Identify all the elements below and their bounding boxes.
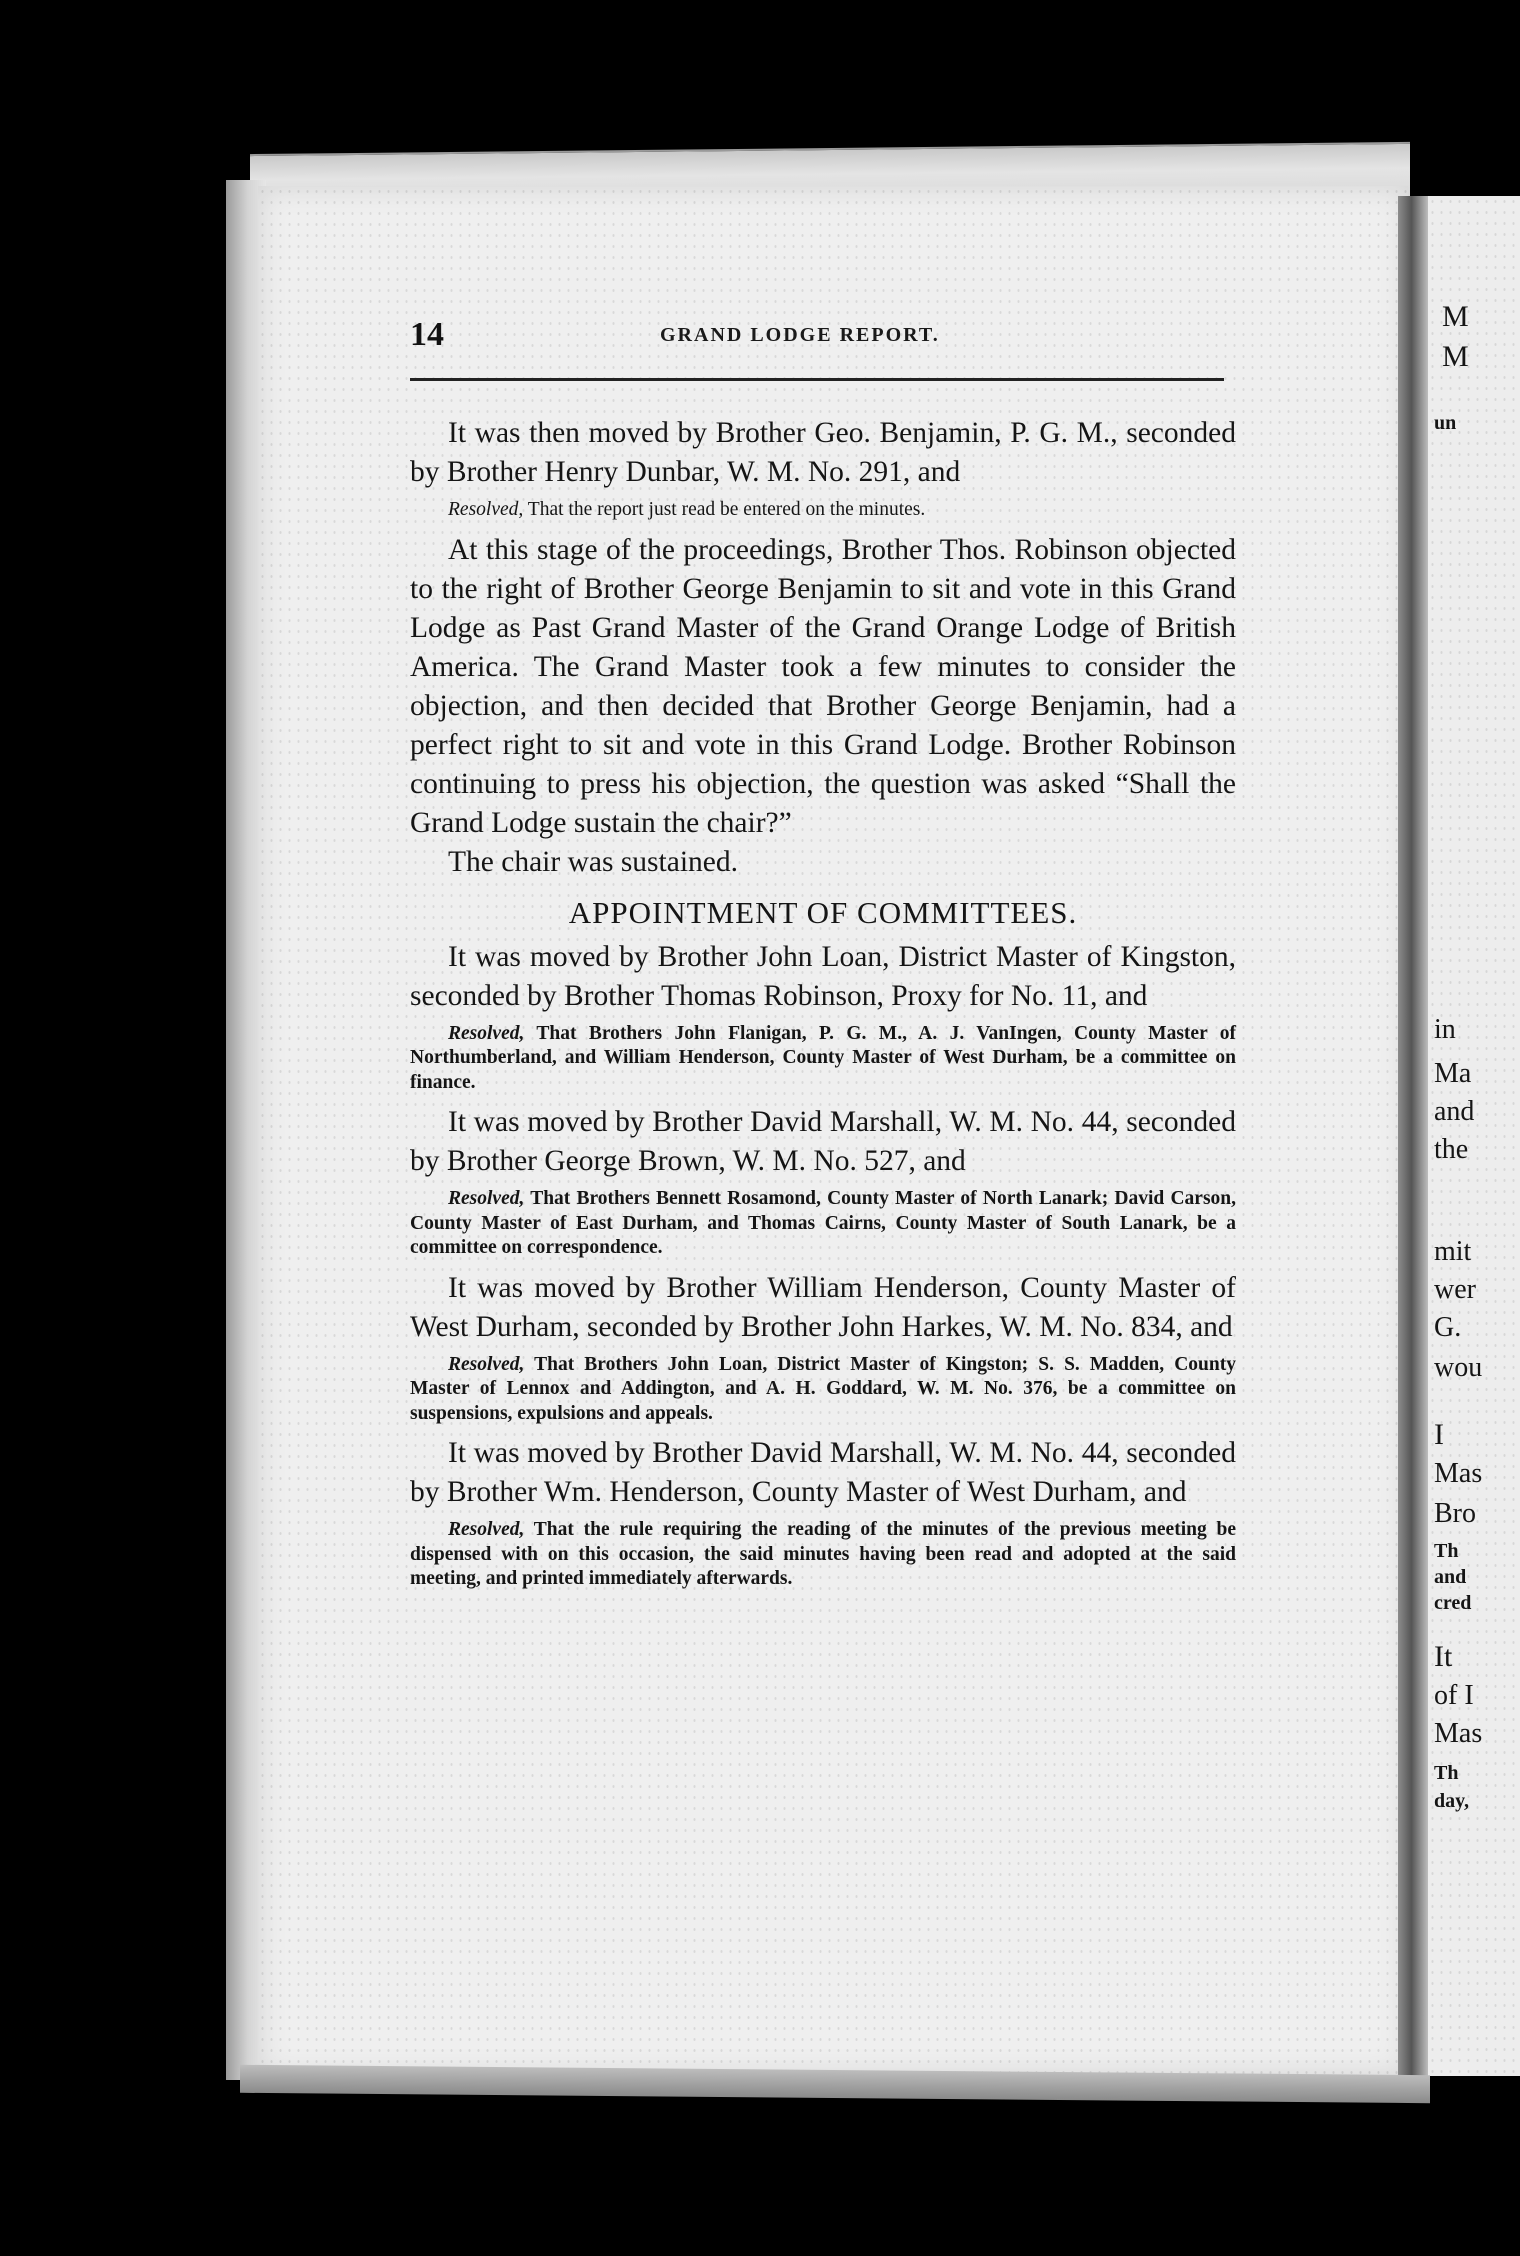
resolved-lead: Resolved, bbox=[448, 499, 524, 520]
facing-page-text: mit bbox=[1434, 1236, 1472, 1267]
section-heading: APPOINTMENT OF COMMITTEES. bbox=[568, 894, 1078, 930]
facing-page-text: M bbox=[1442, 300, 1469, 333]
resolved-lead: Resolved, bbox=[448, 1188, 525, 1209]
facing-page-text: Ma bbox=[1434, 1058, 1472, 1089]
resolution-paragraph bbox=[410, 498, 1236, 523]
resolution-paragraph bbox=[410, 1353, 1236, 1427]
facing-page-text: and bbox=[1434, 1566, 1467, 1588]
body-paragraph: It was moved by Brother David Marshall, W. M. No. 44, seconded by Brother Wm. Henderson, County Master of West Durham, and bbox=[410, 1437, 1236, 1508]
facing-page-fragment bbox=[1428, 196, 1520, 2076]
header-rule bbox=[410, 378, 1224, 381]
resolution-text: That the rule requiring the reading of the minutes of the previous meeting be dispensed with on this occasion, the said minutes having been read and adopted at the said meeting, and printed immediately afterwards. bbox=[410, 1519, 1236, 1589]
facing-page-text: wou bbox=[1434, 1352, 1483, 1383]
body-paragraph: It was moved by Brother William Henderson, County Master of West Durham, seconded by Brother John Harkes, W. M. No. 834, and bbox=[410, 1271, 1236, 1343]
facing-page-text: in bbox=[1434, 1014, 1456, 1045]
facing-page-text: of I bbox=[1434, 1680, 1474, 1711]
body-paragraph: The chair was sustained. bbox=[448, 845, 738, 878]
resolution-paragraph bbox=[410, 1518, 1236, 1592]
resolved-lead: Resolved, bbox=[448, 1519, 525, 1540]
resolved-lead: Resolved, bbox=[448, 1353, 525, 1375]
page-header bbox=[410, 316, 1230, 356]
facing-page-text: wer bbox=[1434, 1274, 1476, 1305]
facing-page-text: un bbox=[1434, 412, 1457, 434]
body-paragraph: At this stage of the proceedings, Brother Thos. Robinson objected to the right of Brother George Benjamin to sit and vote in this Grand Lodge as Past Grand Master of the Grand Orange Lodge of British America. The Grand Master took a few minutes to consider the objection, and then decided that Brother George Benjamin, had a perfect right to sit and vote in this Grand Lodge. Brother Robinson continuing to press his objection, the question was asked “Shall the Grand Lodge sustain the chair?” bbox=[410, 533, 1236, 839]
facing-page-text: and bbox=[1434, 1096, 1475, 1127]
book-gutter bbox=[1398, 196, 1428, 2076]
facing-page-text: M bbox=[1442, 340, 1469, 373]
resolution-paragraph bbox=[410, 1187, 1236, 1261]
resolution-text: That Brothers John Loan, District Master of Kingston; S. S. Madden, County Master of Lennox and Addington, and A. H. Goddard, W. M. No. 376, be a committee on suspensions, expulsions and appeals. bbox=[410, 1353, 1236, 1424]
resolution-text: That Brothers John Flanigan, P. G. M., A. J. VanIngen, County Master of Northumberland, and William Henderson, County Master of West Durham, be a committee on finance. bbox=[410, 1022, 1236, 1093]
resolution-paragraph bbox=[410, 1022, 1236, 1096]
page-body bbox=[410, 414, 1236, 1600]
facing-page-text: G. bbox=[1434, 1312, 1462, 1343]
facing-page-text: It bbox=[1434, 1640, 1453, 1673]
facing-page-text: Th bbox=[1434, 1540, 1459, 1562]
body-paragraph: It was moved by Brother John Loan, District Master of Kingston, seconded by Brother Thomas Robinson, Proxy for No. 11, and bbox=[410, 940, 1236, 1012]
resolution-text: That the report just read be entered on the minutes. bbox=[523, 499, 926, 520]
facing-page-text: cred bbox=[1434, 1592, 1472, 1614]
body-paragraph: It was moved by Brother David Marshall, W. M. No. 44, seconded by Brother George Brown, W. M. No. 527, and bbox=[410, 1106, 1236, 1177]
facing-page-text: Bro bbox=[1434, 1498, 1476, 1529]
running-head: GRAND LODGE REPORT. bbox=[660, 324, 940, 346]
facing-page-text: the bbox=[1434, 1134, 1469, 1165]
resolution-text: That Brothers Bennett Rosamond, County Master of North Lanark; David Carson, County Master of East Durham, and Thomas Cairns, County Master of South Lanark, be a committee on correspondence. bbox=[410, 1188, 1236, 1258]
facing-page-text: day, bbox=[1434, 1790, 1470, 1812]
facing-page-text: Th bbox=[1434, 1762, 1459, 1784]
body-paragraph: It was then moved by Brother Geo. Benjamin, P. G. M., seconded by Brother Henry Dunbar, W. M. No. 291, and bbox=[410, 417, 1236, 488]
facing-page-text: Mas bbox=[1434, 1458, 1483, 1489]
resolved-lead: Resolved, bbox=[448, 1022, 525, 1044]
facing-page-text: I bbox=[1434, 1418, 1444, 1451]
facing-page-text: Mas bbox=[1434, 1718, 1483, 1749]
page-number: 14 bbox=[410, 316, 444, 353]
